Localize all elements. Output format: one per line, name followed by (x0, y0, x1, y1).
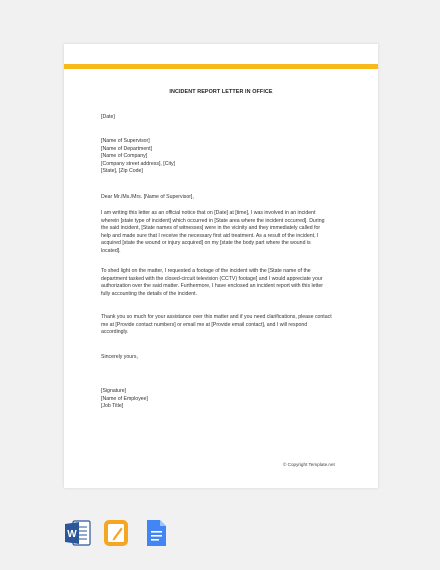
body-line: located]. (101, 247, 121, 254)
date-text: [Date] (101, 114, 115, 120)
body-line: authorization over the said matter. Furthermore, I have enclosed an incident report with this letter (101, 283, 324, 290)
body-line: accordingly. (101, 329, 129, 336)
address-line: [Name of Company] (101, 153, 148, 160)
closing-text: Sincerely yours, (101, 354, 138, 360)
word-icon[interactable] (64, 518, 92, 548)
copyright-notice: © Copyright Template.net (283, 462, 335, 467)
document-page (64, 44, 378, 488)
signature-block (101, 388, 346, 411)
body-line: me at [Provide contact numbers] or email me at [Provide email contact], and I will respond (101, 321, 308, 328)
paragraph-2 (101, 268, 346, 298)
signature-line: [Job Title] (101, 403, 124, 410)
salutation-text: Dear Mr./Ms./Mrs. [Name of Supervisor], (101, 194, 194, 200)
date-line (101, 114, 346, 122)
body-line: I am writing this letter as an official notice that on [Date] at [time], I was involved in an incident (101, 210, 316, 216)
body-line: department tasked with the closed-circuit television (CCTV) footage] and I would appreciate your (101, 275, 323, 282)
body-line: To shed light on the matter, I requested a footage of the incident with the [State name of the (101, 268, 311, 274)
body-line: fully accounting the details of the incident. (101, 290, 198, 297)
google-docs-icon[interactable] (142, 518, 170, 548)
recipient-address (101, 138, 346, 176)
body-line: acquired [state the wound or injury acquired] on my [state the body part where the wound is (101, 240, 311, 247)
body-line: the said incident, [State names of witnesses] were in the vicinity and they immediately called for (101, 225, 321, 232)
salutation (101, 194, 346, 202)
signature-line: [Name of Employee] (101, 395, 148, 402)
document-title: INCIDENT REPORT LETTER IN OFFICE (169, 89, 273, 95)
paragraph-1 (101, 210, 346, 256)
address-line: [Name of Supervisor] (101, 138, 150, 144)
pages-icon[interactable] (102, 518, 130, 548)
paragraph-3 (101, 314, 346, 337)
body-line: Thank you so much for your assistance over this matter and if you need clarifications, please contact (101, 314, 332, 320)
closing (101, 354, 346, 362)
body-line: wherein [state type of incident] which occurred in [State area where the incident occurred]. During (101, 217, 325, 224)
address-line: [Company street address], [City] (101, 160, 176, 167)
address-line: [Name of Department] (101, 145, 153, 152)
address-line: [State], [Zip Code] (101, 168, 143, 175)
signature-line: [Signature] (101, 388, 127, 394)
accent-bar (64, 64, 378, 69)
body-line: help and made sure that I receive the necessary first aid treatment. As a result of the incident, I (101, 232, 319, 239)
word-icon-letter: W (67, 529, 77, 540)
